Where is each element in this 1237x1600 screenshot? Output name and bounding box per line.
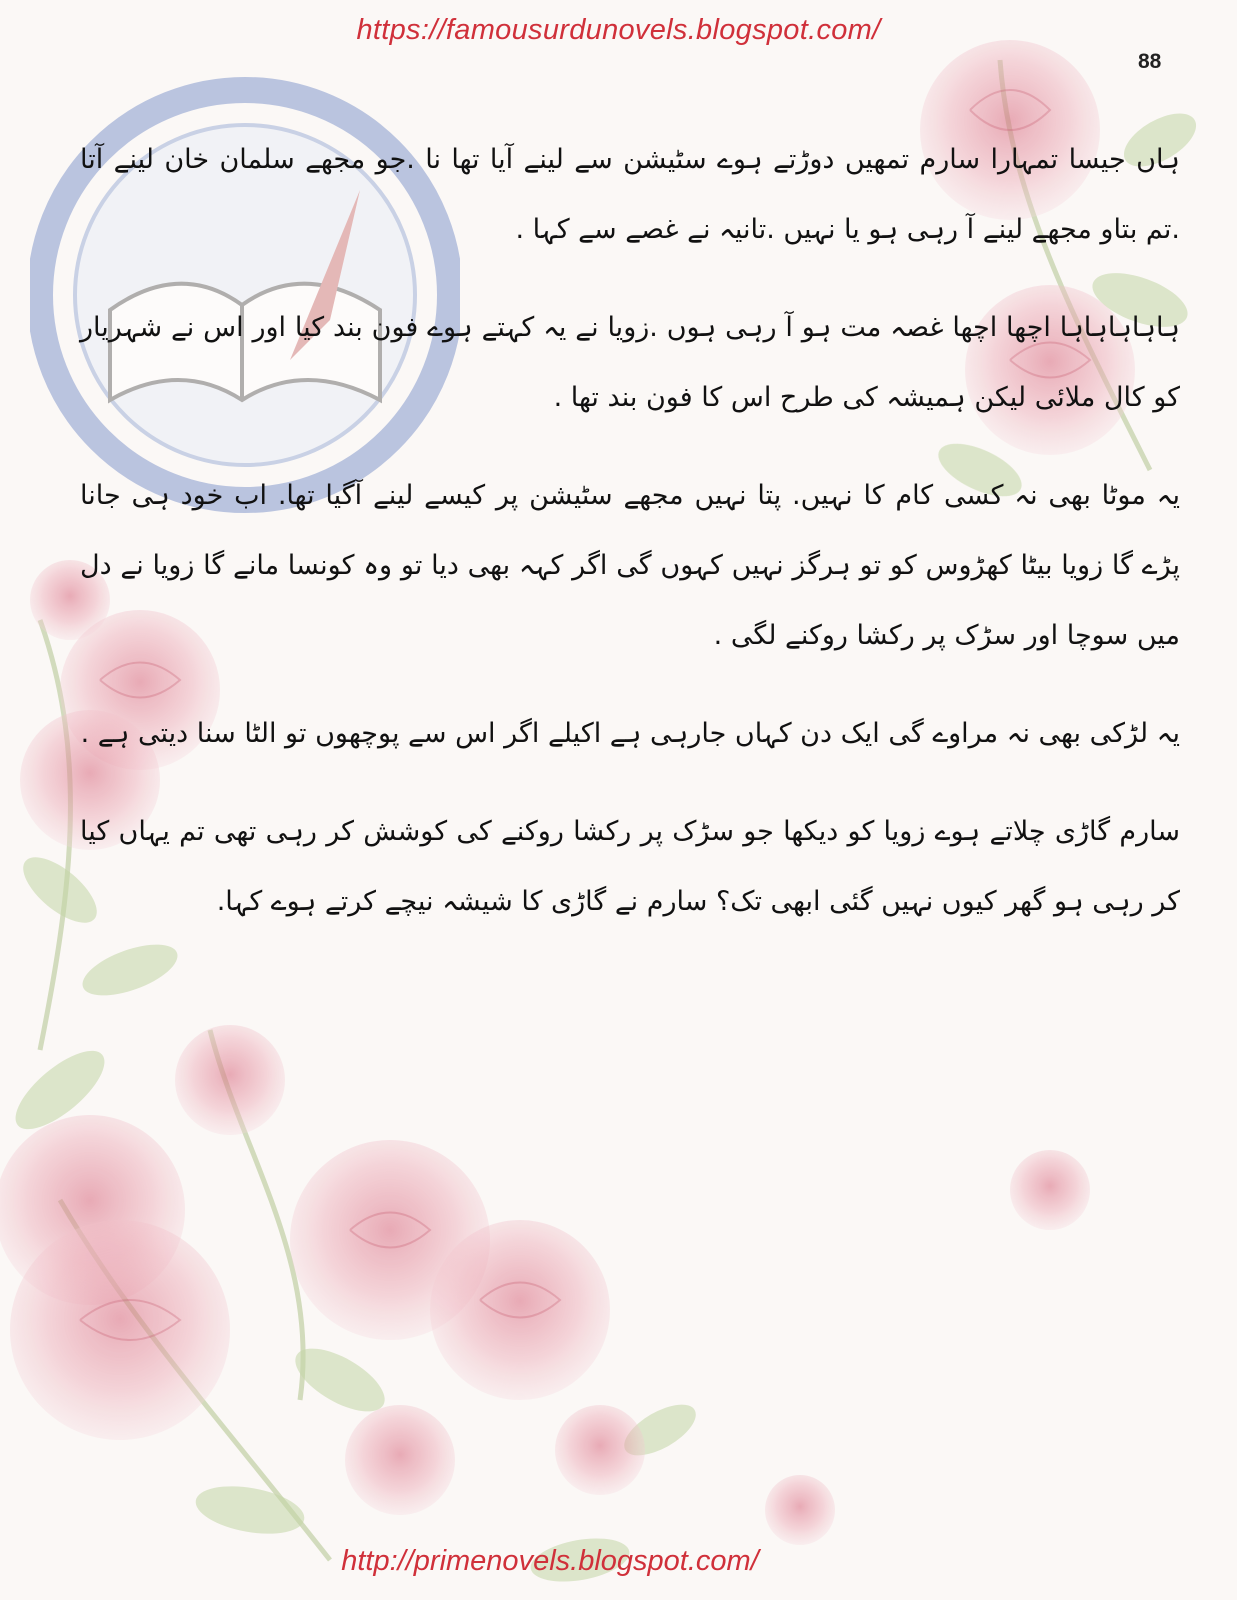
page-number: 88: [1138, 50, 1162, 73]
paragraph: سارم گاڑی چلاتے ہوے زویا کو دیکھا جو سڑک پر رکشا روکنے کی کوشش کر رہی تھی تم یہاں کیا کر رہی ہو گھر کیوں نہیں گئی ابھی تک؟ سارم نے گاڑی کا شیشہ نیچے کرتے ہوے کہا.: [80, 816, 1180, 917]
paragraph: یہ لڑکی بھی نہ مراوے گی ایک دن کہاں جارہی ہے اکیلے اگر اس سے پوچھوں تو الٹا سنا دیتی ہے .: [80, 718, 1180, 749]
footer-url[interactable]: http://primenovels.blogspot.com/: [341, 1545, 759, 1577]
novel-text: [80, 125, 1180, 965]
paragraph: ہاہاہاہاہا اچھا اچھا غصہ مت ہو آ رہی ہوں .زویا نے یہ کہتے ہوے فون بند کیا اور اس نے شہریار کو کال ملائی لیکن ہمیشہ کی طرح اس کا فون بند تھا .: [80, 312, 1180, 413]
paragraph: ہاں جیسا تمہارا سارم تمھیں دوڑتے ہوے سٹیشن سے لینے آیا تھا نا .جو مجھے سلمان خان لینے آتا .تم بتاو مجھے لینے آ رہی ہو یا نہیں .تانیہ نے غصے سے کہا .: [80, 144, 1180, 245]
paragraph: یہ موٹا بھی نہ کسی کام کا نہیں. پتا نہیں مجھے سٹیشن پر کیسے لینے آگیا تھا. اب خود ہی جانا پڑے گا زویا بیٹا کھڑوس کو تو ہرگز نہیں کہوں گی اگر کہہ بھی دیا تو وہ کونسا مانے گا زویا نے دل میں سوچا اور سڑک پر رکشا روکنے لگی .: [80, 480, 1180, 651]
header-url[interactable]: https://famousurdunovels.blogspot.com/: [356, 14, 881, 46]
